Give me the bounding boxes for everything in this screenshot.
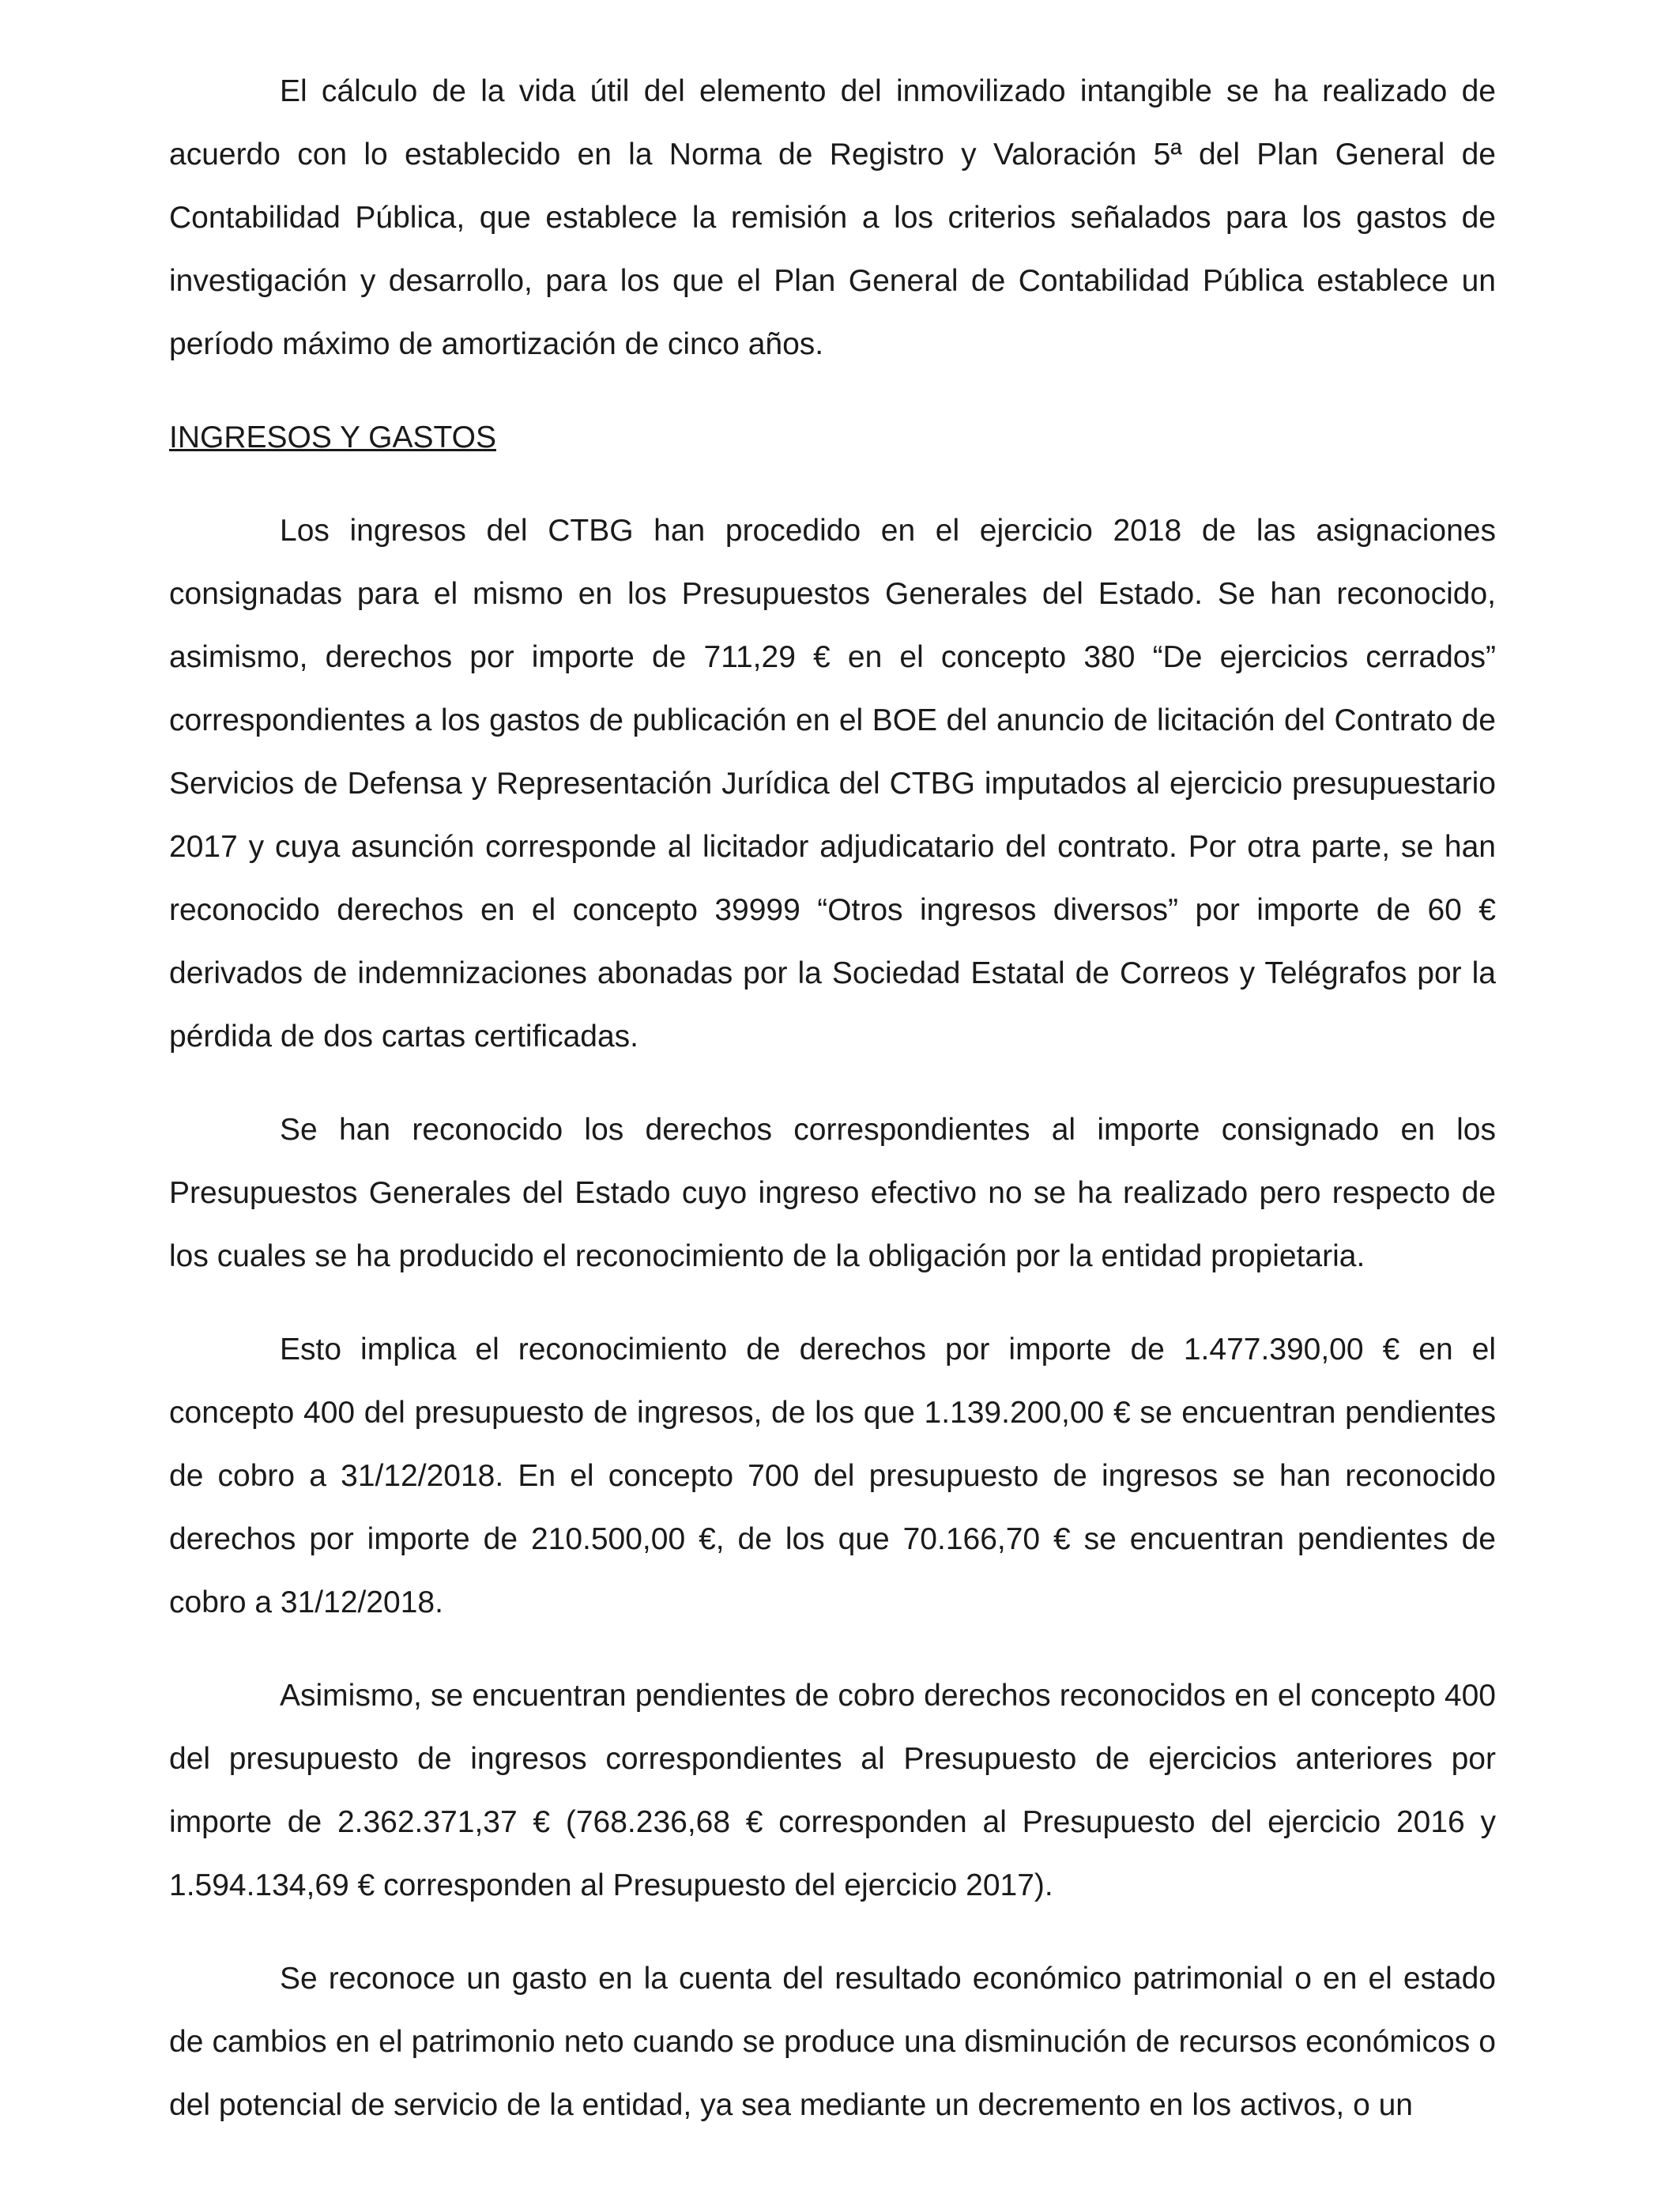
- section-heading-ingresos-gastos: INGRESOS Y GASTOS: [169, 420, 496, 454]
- paragraph-pendientes-cobro: Asimismo, se encuentran pendientes de cobro derechos reconocidos en el concepto 400 del presupuesto de ingresos correspondientes al Presupuesto de ejercicios anteriores por importe de 2.362.371,37 € (768.236,68 € corresponden al Presupuesto del ejercicio 2016 y 1.594.134,69 € corresponden al Presupuesto del ejercicio 2017).: [169, 1679, 1496, 1902]
- paragraph-vida-util: El cálculo de la vida útil del elemento del inmovilizado intangible se ha realizado de acuerdo con lo establecido en la Norma de Registro y Valoración 5ª del Plan General de Contabilidad Pública, que establece la remisión a los criterios señalados para los gastos de investigación y desarrollo, para los que el Plan General de Contabilidad Pública establece un período máximo de amortización de cinco años.: [169, 74, 1496, 361]
- paragraph-ingresos-ctbg: Los ingresos del CTBG han procedido en el ejercicio 2018 de las asignaciones consignadas para el mismo en los Presupuestos Generales del Estado. Se han reconocido, asimismo, derechos por importe de 711,29 € en el concepto 380 “De ejercicios cerrados” correspondientes a los gastos de publicación en el BOE del anuncio de licitación del Contrato de Servicios de Defensa y Representación Jurídica del CTBG imputados al ejercicio presupuestario 2017 y cuya asunción corresponde al licitador adjudicatario del contrato. Por otra parte, se han reconocido derechos en el concepto 39999 “Otros ingresos diversos” por importe de 60 € derivados de indemnizaciones abonadas por la Sociedad Estatal de Correos y Telégrafos por la pérdida de dos cartas certificadas.: [169, 514, 1496, 1054]
- paragraph-reconocimiento-gasto: Se reconoce un gasto en la cuenta del resultado económico patrimonial o en el estado de cambios en el patrimonio neto cuando se produce una disminución de recursos económicos o del potencial de servicio de la entidad, ya sea mediante un decremento en los activos, o un: [169, 1962, 1496, 2122]
- paragraph-derechos-reconocidos: Se han reconocido los derechos correspondientes al importe consignado en los Presupuestos Generales del Estado cuyo ingreso efectivo no se ha realizado pero respecto de los cuales se ha producido el reconocimiento de la obligación por la entidad propietaria.: [169, 1113, 1496, 1273]
- paragraph-importe-derechos: Esto implica el reconocimiento de derechos por importe de 1.477.390,00 € en el concepto 400 del presupuesto de ingresos, de los que 1.139.200,00 € se encuentran pendientes de cobro a 31/12/2018. En el concepto 700 del presupuesto de ingresos se han reconocido derechos por importe de 210.500,00 €, de los que 70.166,70 € se encuentran pendientes de cobro a 31/12/2018.: [169, 1333, 1496, 1619]
- document-page: [169, 60, 1496, 2137]
